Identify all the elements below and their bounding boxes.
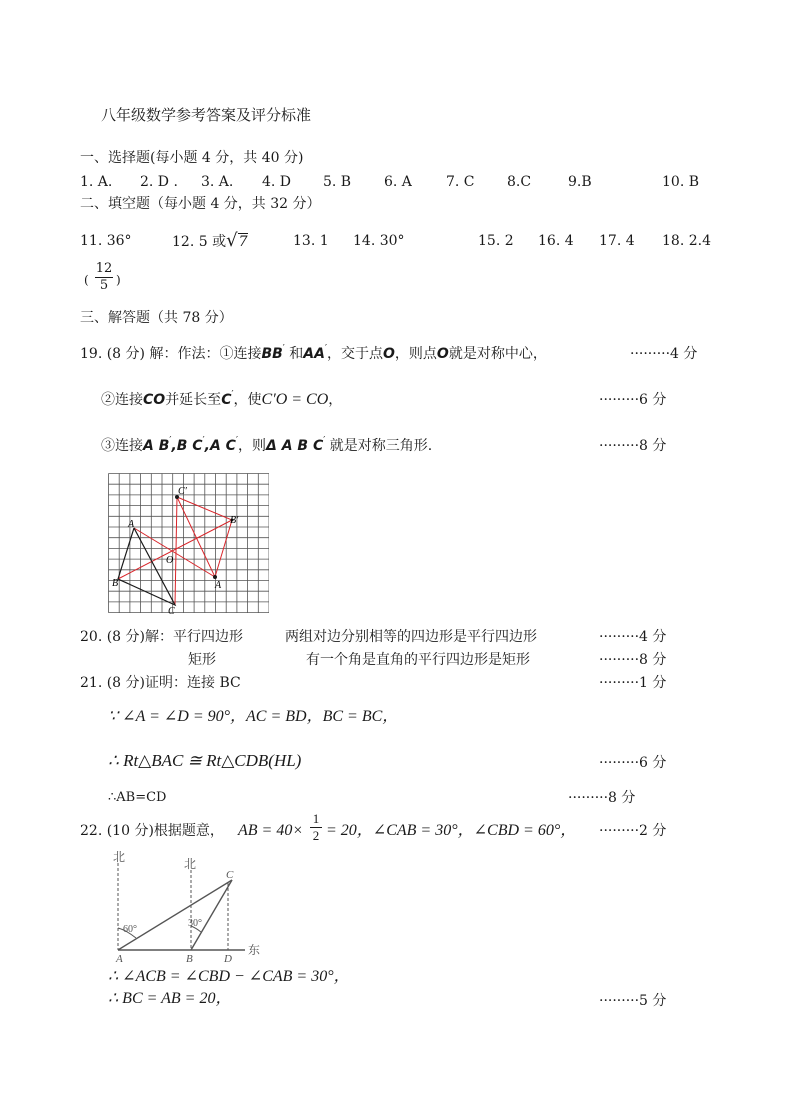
q19-aa: AA xyxy=(303,346,325,362)
q19-score2: ·········6 分 xyxy=(599,392,667,408)
q20-score1: ·········4 分 xyxy=(599,629,667,645)
answer-1: 1. A. xyxy=(80,174,113,190)
label-b: B xyxy=(112,578,119,589)
sqrt-radicand: 7 xyxy=(238,234,248,250)
answer-4: 4. D xyxy=(262,174,292,190)
label-c: C xyxy=(168,606,175,617)
segment-bc xyxy=(191,880,232,950)
q19-equation: C′O = CO xyxy=(261,391,329,408)
q19-end: 就是对称中心， xyxy=(448,346,547,362)
q22-therefore2: ∴ BC = AB = 20， xyxy=(108,990,232,1007)
label-c-prime: C′ xyxy=(178,486,187,497)
answer-10: 10. B xyxy=(662,174,700,190)
q19-bc: ,B C xyxy=(171,438,203,454)
q22-eq-part2: = 20，∠CAB = 30°，∠CBD = 60°， xyxy=(326,822,577,839)
point-label-c: C xyxy=(226,869,234,881)
point-a-prime xyxy=(213,575,217,579)
paren-open: ( xyxy=(84,273,89,287)
answer-18: 18. 2.4 xyxy=(662,233,711,249)
q19-score1: ·········4 分 xyxy=(630,346,698,362)
label-a-prime: A xyxy=(215,580,222,591)
prime-mark: ′ xyxy=(282,344,285,354)
section2-heading: 二、填空题（每小题 4 分，共 32 分） xyxy=(80,196,321,212)
q20-line1-text: 两组对边分别相等的四边形是平行四边形 xyxy=(285,629,537,645)
q22-score1: ·········2 分 xyxy=(599,823,667,839)
sqrt-sign: √ xyxy=(226,230,238,251)
q19-bb: BB xyxy=(261,346,283,362)
point-label-d: D xyxy=(224,953,232,965)
angle-label-60: 60° xyxy=(123,924,137,935)
q19-score3: ·········8 分 xyxy=(599,438,667,454)
fraction-denominator: 5 xyxy=(99,278,109,293)
black-triangle-outline xyxy=(118,528,175,605)
q19-and: 和 xyxy=(289,346,304,362)
answer-17: 17. 4 xyxy=(599,233,635,249)
q19-ab: A B xyxy=(143,438,170,454)
east-label: 东 xyxy=(248,943,261,957)
q19-line2-end: ， xyxy=(328,392,343,408)
q20-line1: 20. (8 分)解：平行四边形 xyxy=(80,629,243,645)
q22-line1-prefix: 22. (10 分)根据题意， xyxy=(80,823,224,839)
q19-c: C xyxy=(221,392,232,408)
answer-12 xyxy=(172,232,248,251)
answer-6: 6. A xyxy=(384,174,412,190)
point-label-a: A xyxy=(116,953,123,965)
section1-heading: 一、选择题(每小题 4 分，共 40 分) xyxy=(80,150,304,166)
paren-close: ) xyxy=(116,273,121,287)
answer-15: 15. 2 xyxy=(478,233,514,249)
q22-eq-part1: AB = 40× xyxy=(238,822,304,839)
q19-co: CO xyxy=(143,392,166,408)
red-segment-c-c xyxy=(175,497,177,605)
q21-score3: ·········8 分 xyxy=(568,790,636,806)
answer-12-prefix: 12. 5 或 xyxy=(172,234,227,250)
q21-score1: ·········1 分 xyxy=(599,675,667,691)
grid-lines xyxy=(109,474,270,613)
north-label-b: 北 xyxy=(184,857,197,871)
prime-mark: ′ xyxy=(235,436,238,446)
q19-line3-prefix: ③连接 xyxy=(101,438,143,454)
q22-score2: ·········5 分 xyxy=(599,993,667,1009)
q19-ac: ,A C xyxy=(204,438,236,454)
answer-13: 13. 1 xyxy=(293,233,329,249)
angle-label-30: 30° xyxy=(188,918,202,929)
q19-o: O xyxy=(436,346,449,362)
q19-o: O xyxy=(383,346,395,362)
fraction-numerator: 1 xyxy=(312,811,320,826)
label-a: A xyxy=(128,519,135,530)
page-title: 八年级数学参考答案及评分标准 xyxy=(101,106,312,124)
fraction-numerator: 12 xyxy=(95,261,113,276)
q20-line2: 矩形 xyxy=(188,652,216,668)
q19-mid2: ，则点 xyxy=(394,346,437,362)
answer-5: 5. B xyxy=(323,174,352,190)
q19-line2 xyxy=(101,391,342,411)
answer-8: 8.C xyxy=(507,174,532,190)
q19-triangle: Δ A B C xyxy=(265,438,324,454)
fraction-denominator: 2 xyxy=(312,828,320,843)
q20-line2-text: 有一个角是直角的平行四边形是矩形 xyxy=(306,652,530,668)
north-label-a: 北 xyxy=(113,850,126,864)
prime-mark: ′ xyxy=(323,436,326,446)
q21-therefore1: ∴ Rt△BAC ≅ Rt△CDB(HL) xyxy=(108,751,302,770)
prime-mark: ′ xyxy=(231,390,234,400)
q19-line2-mid2: ，使 xyxy=(233,392,262,408)
q21-score2: ·········6 分 xyxy=(599,755,667,771)
q22-therefore1: ∴ ∠ACB = ∠CBD − ∠CAB = 30°， xyxy=(108,968,350,985)
q19-line3-mid: ，则 xyxy=(237,438,266,454)
answer-7: 7. C xyxy=(446,174,475,190)
q20-score2: ·········8 分 xyxy=(599,652,667,668)
q19-line1-prefix: 19. (8 分) 解：作法：①连接 xyxy=(80,346,262,362)
prime-mark: ′ xyxy=(169,436,172,446)
q21-because: ∵ ∠A = ∠D = 90°，AC = BD，BC = BC， xyxy=(108,708,399,725)
prime-mark: ′ xyxy=(324,344,328,354)
q19-line3-end: 就是对称三角形. xyxy=(329,438,433,454)
answer-2: 2. D . xyxy=(140,174,178,190)
q19-line3 xyxy=(101,437,432,457)
point-label-b: B xyxy=(186,953,193,965)
q19-grid-figure xyxy=(108,473,269,618)
q19-line2-prefix: ②连接 xyxy=(101,392,143,408)
answer-16: 16. 4 xyxy=(538,233,574,249)
answer-3: 3. A. xyxy=(201,174,234,190)
q21-line1: 21. (8 分)证明：连接 BC xyxy=(80,675,241,691)
answer-11: 11. 36° xyxy=(80,233,132,249)
q19-line1 xyxy=(80,345,547,365)
q22-figure xyxy=(108,848,273,968)
label-b-prime: B′ xyxy=(230,515,239,526)
q19-line2-mid: 并延长至 xyxy=(165,392,222,408)
q22-fraction xyxy=(310,812,322,843)
q21-therefore2: ∴AB=CD xyxy=(108,790,167,805)
q19-mid: ，交于点 xyxy=(327,346,384,362)
answer-14: 14. 30° xyxy=(353,233,405,249)
label-o: O xyxy=(166,555,174,566)
black-triangle xyxy=(118,528,175,605)
prime-mark: ′ xyxy=(202,436,205,446)
segment-ac xyxy=(118,880,232,950)
answer-9: 9.B xyxy=(568,174,592,190)
section3-heading: 三、解答题（共 78 分） xyxy=(80,310,233,326)
